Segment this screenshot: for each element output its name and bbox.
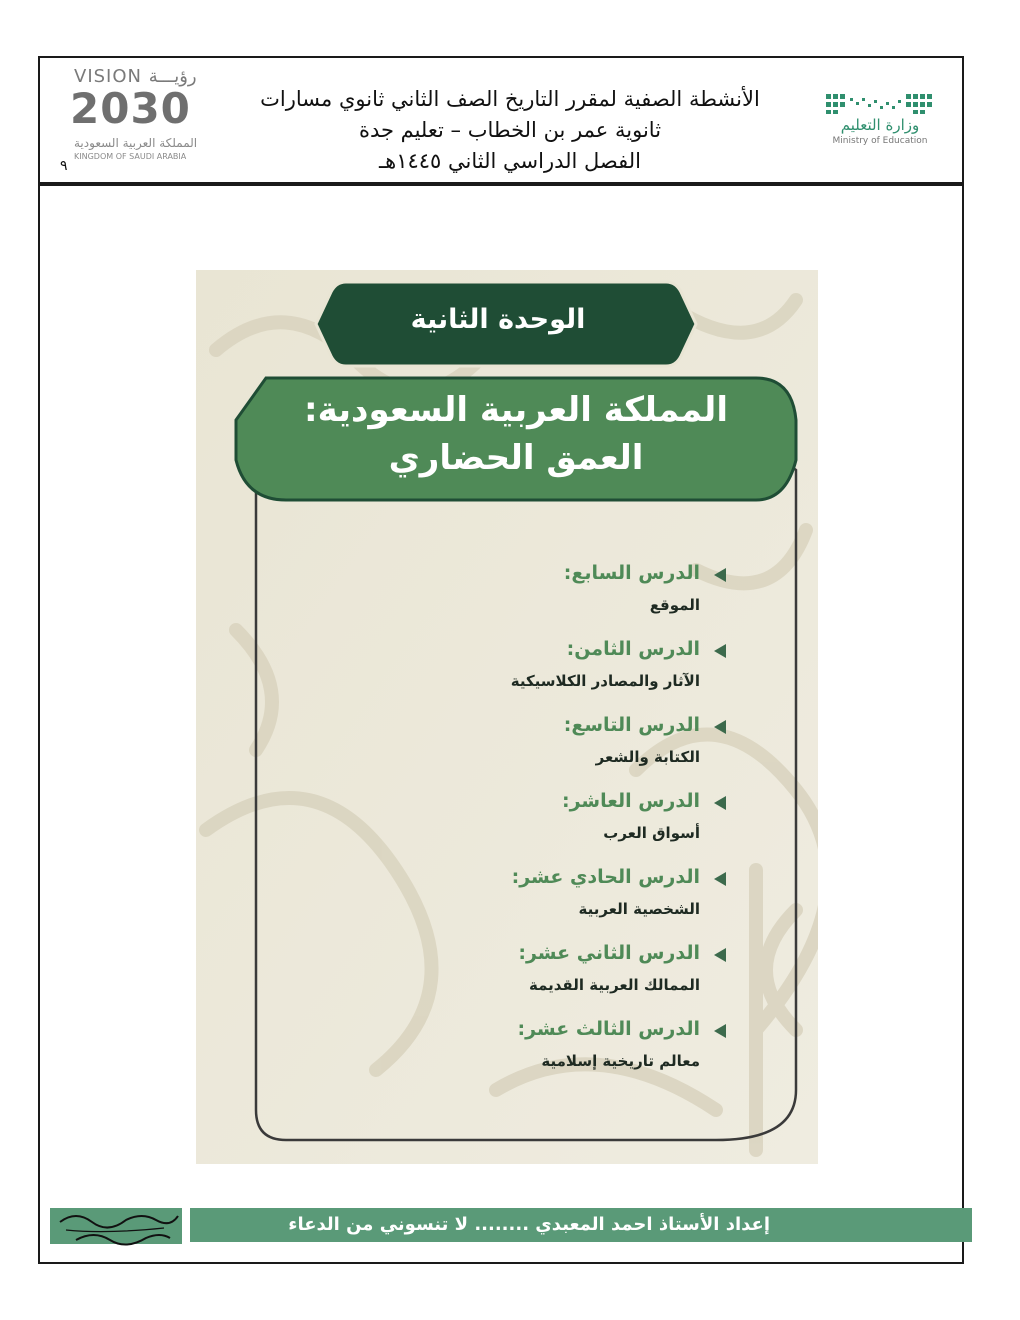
lesson-topic: الممالك العربية القديمة bbox=[528, 976, 700, 994]
ministry-dots-icon bbox=[826, 92, 936, 116]
list-item bbox=[296, 714, 726, 790]
play-arrow-icon bbox=[714, 872, 726, 886]
header-line-3: الفصل الدراسي الثاني ١٤٤٥هـ bbox=[378, 149, 641, 173]
footer-credit: إعداد الأستاذ احمد المعبدي ........ لا تنسوني من الدعاء bbox=[288, 1214, 770, 1235]
lesson-label: الدرس الثالث عشر: bbox=[517, 1018, 700, 1040]
lesson-topic: الشخصية العربية bbox=[578, 900, 700, 918]
vision-logo-sub-en: KINGDOM OF SAUDI ARABIA bbox=[74, 152, 187, 161]
ministry-of-education-logo bbox=[820, 88, 940, 148]
main-title-line-1: المملكة العربية السعودية: bbox=[304, 390, 728, 430]
lesson-label: الدرس التاسع: bbox=[563, 714, 700, 736]
list-item bbox=[296, 942, 726, 1018]
header-line-2: ثانوية عمر بن الخطاب – تعليم جدة bbox=[358, 118, 662, 142]
vision-logo-top: VISION رؤيـــة bbox=[74, 66, 197, 87]
lesson-label: الدرس السابع: bbox=[563, 562, 700, 584]
list-item bbox=[296, 866, 726, 942]
vision-logo-number: 2030 bbox=[70, 84, 191, 133]
lesson-topic: معالم تاريخية إسلامية bbox=[541, 1052, 700, 1070]
unit-cover-image bbox=[196, 270, 818, 1164]
lessons-list bbox=[296, 562, 726, 1094]
lesson-label: الدرس الحادي عشر: bbox=[511, 866, 700, 888]
list-item bbox=[296, 562, 726, 638]
lesson-topic: الموقع bbox=[649, 596, 700, 614]
main-title-line-2: العمق الحضاري bbox=[388, 438, 644, 478]
play-arrow-icon bbox=[714, 720, 726, 734]
play-arrow-icon bbox=[714, 644, 726, 658]
list-item bbox=[296, 638, 726, 714]
signature-stamp bbox=[46, 1200, 186, 1252]
lesson-topic: أسواق العرب bbox=[603, 824, 700, 842]
play-arrow-icon bbox=[714, 568, 726, 582]
play-arrow-icon bbox=[714, 1024, 726, 1038]
page-number: ٩ bbox=[60, 158, 68, 174]
lesson-label: الدرس الثاني عشر: bbox=[518, 942, 700, 964]
header-divider bbox=[38, 182, 964, 186]
vision-logo-sub-ar: المملكة العربية السعودية bbox=[74, 136, 198, 150]
ministry-logo-ar: وزارة التعليم bbox=[840, 116, 920, 134]
lesson-topic: الآثار والمصادر الكلاسيكية bbox=[510, 672, 700, 690]
lesson-label: الدرس الثامن: bbox=[566, 638, 700, 660]
list-item bbox=[296, 1018, 726, 1094]
lesson-topic: الكتابة والشعر bbox=[595, 748, 700, 766]
unit-title: الوحدة الثانية bbox=[410, 304, 586, 335]
vision-2030-logo bbox=[70, 66, 200, 176]
header-line-1: الأنشطة الصفية لمقرر التاريخ الصف الثاني ثانوي مسارات bbox=[260, 87, 760, 111]
list-item bbox=[296, 790, 726, 866]
lesson-label: الدرس العاشر: bbox=[561, 790, 700, 812]
unit-main-title bbox=[236, 386, 796, 482]
play-arrow-icon bbox=[714, 948, 726, 962]
ministry-logo-en: Ministry of Education bbox=[832, 136, 928, 146]
play-arrow-icon bbox=[714, 796, 726, 810]
page-header bbox=[240, 84, 780, 177]
